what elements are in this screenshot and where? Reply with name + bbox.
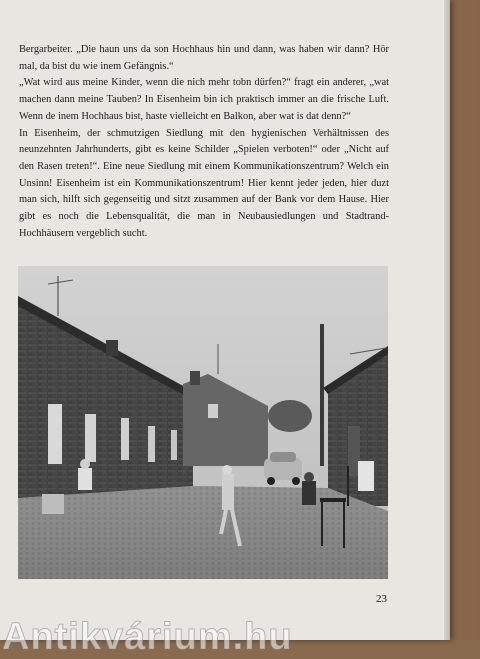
paragraph: In Eisenheim, der schmutzigen Siedlung mit den hygienischen Verhältnissen des neunzehnten Jahrhunderts, gibt es keine Schilder „Spielen verboten!“ oder „Nicht auf den Rasen treten!“. Eine neue Siedlung mit einem Kommunikationszentrum? Welch ein Unsinn! Eisenheim ist ein Kommunikationszentrum! Hier kennt jeder jeden, hier duzt man sich, hilft sich gegenseitig und sitzt zusammen auf der Bank vor dem Hause. Hier gibt es noch die Lebensqualität, die man in Neubausiedlungen und Stadtrand-Hochhäusern vergeblich sucht. — [19, 127, 389, 239]
paragraph: Bergarbeiter. „Die haun uns da son Hochhaus hin und dann, was haben wir dann? Hör mal, da bist du wie inem Gefängnis.“ — [19, 44, 389, 72]
body-text — [19, 42, 389, 242]
street-scene-photo — [18, 266, 388, 579]
page-number: 23 — [376, 593, 387, 605]
watermark: Antikvárium.hu — [2, 616, 293, 658]
paragraph: „Wat wird aus meine Kinder, wenn die nich mehr tobn dürfen?“ fragt ein anderer, „wat machen dann meine Tauben? In Eisenheim bin ich praktisch immer an die frische Luft. Wenn de inem Hochhaus bist, haste vielleicht en Balkon, aber wat is dat denn?“ — [19, 77, 389, 122]
photograph — [18, 266, 388, 579]
page-edge — [444, 0, 450, 640]
